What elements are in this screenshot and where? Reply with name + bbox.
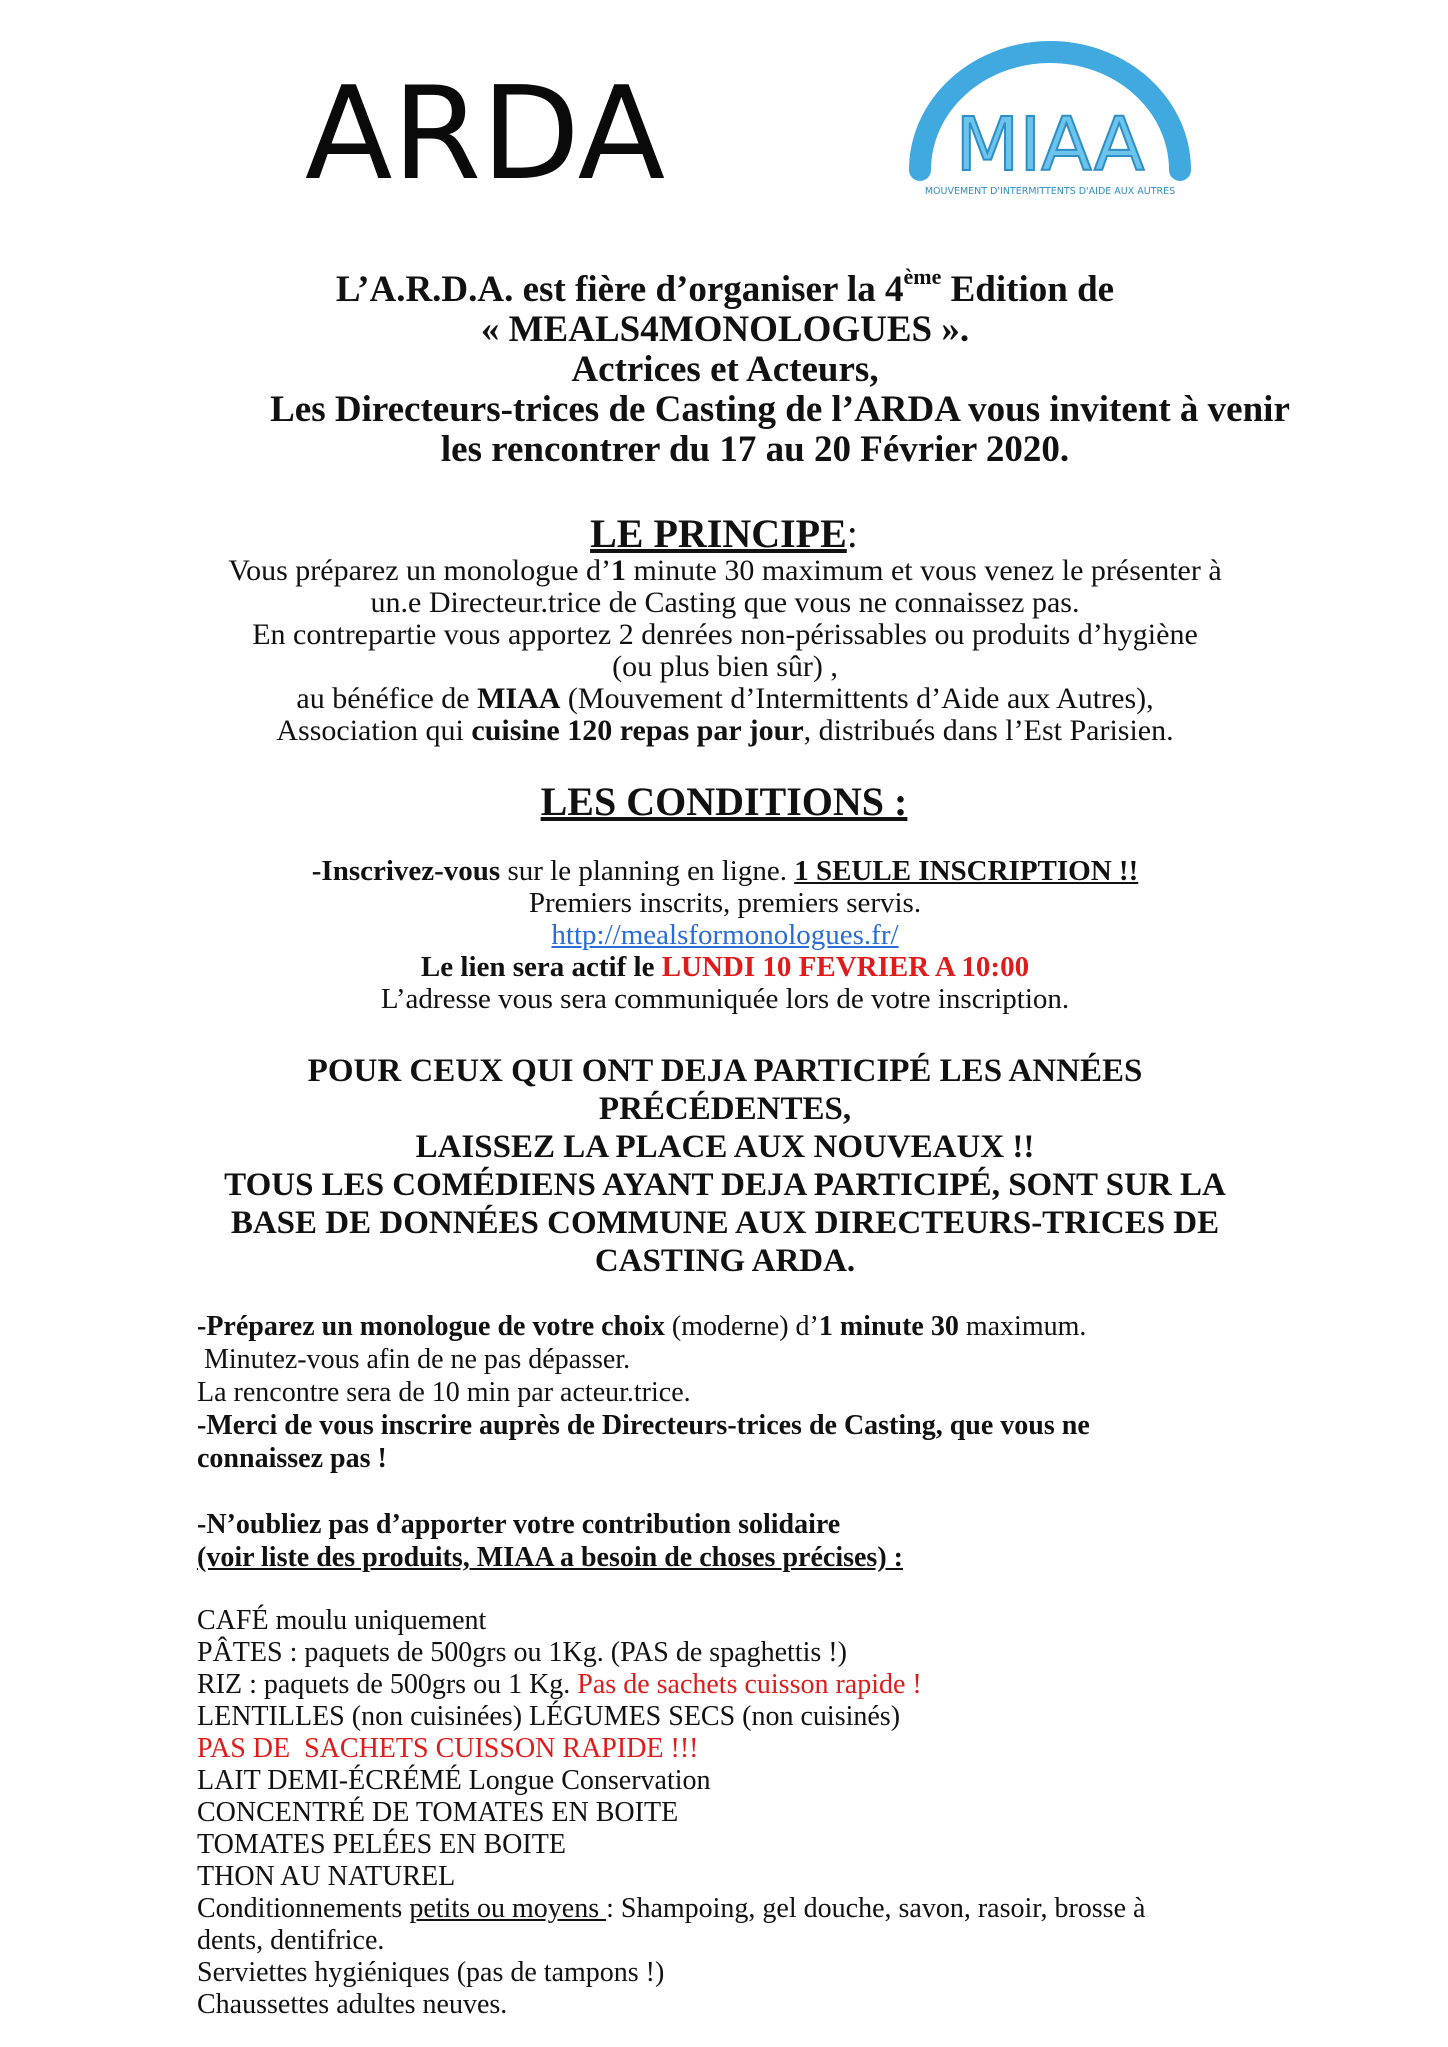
conditions-link-line [130,919,1320,951]
conditions-line: -Inscrivez-vous sur le planning en ligne. 1 SEULE INSCRIPTION !! [311,855,1139,887]
warning-line: CASTING ARDA. [594,1243,856,1279]
principe-line: Association qui cuisine 120 repas par jour, distribués dans l’Est Parisien. [276,714,1174,747]
product-item: LENTILLES (non cuisinées) LÉGUMES SECS (non cuisinés) [197,1701,901,1732]
rule-line: -Préparez un monologue de votre choix (moderne) d’1 minute 30 maximum. [197,1311,1087,1342]
principe-title: LE PRINCIPE: [590,511,858,556]
principe-line: Vous préparez un monologue d’1 minute 30 maximum et vous venez le présenter à [228,554,1222,587]
rule-line: Minutez-vous afin de ne pas dépasser. [197,1344,631,1375]
arda-logo-text: ARDA [304,60,666,209]
products-list [197,1605,1347,2021]
product-item: LAIT DEMI-ÉCRÉMÉ Longue Conservation [197,1765,711,1796]
product-item: dents, dentifrice. [197,1925,385,1956]
intro-line-1: L’A.R.D.A. est fière d’organiser la 4ème Edition de [335,264,1115,310]
planning-link[interactable]: http://mealsformonologues.fr/ [551,919,899,951]
miaa-logo [890,30,1210,220]
conditions-line: Premiers inscrits, premiers servis. [528,887,922,919]
principe-line: (ou plus bien sûr) , [612,650,838,683]
miaa-tagline: MOUVEMENT D'INTERMITTENTS D'AIDE AUX AUTRES [924,186,1176,197]
arda-logo [304,60,666,209]
principe-line: En contrepartie vous apportez 2 denrées non-périssables ou produits d’hygiène [252,618,1198,651]
conditions-title: LES CONDITIONS : [540,779,908,824]
rule-line: (voir liste des produits, MIAA a besoin de choses précises) : [197,1542,903,1573]
rule-line: -N’oubliez pas d’apporter votre contribution solidaire [197,1509,841,1540]
principe-line: un.e Directeur.trice de Casting que vous ne connaissez pas. [370,586,1080,619]
product-item: Chaussettes adultes neuves. [197,1989,508,2020]
intro-line-5: les rencontrer du 17 au 20 Février 2020. [440,429,1070,470]
product-item: RIZ : paquets de 500grs ou 1 Kg. Pas de sachets cuisson rapide ! [197,1669,922,1700]
intro-line-2: « MEALS4MONOLOGUES ». [480,309,970,350]
miaa-logo-text: MIAA [955,102,1145,188]
warning-block [130,1052,1320,1280]
conditions-line: L’adresse vous sera communiquée lors de votre inscription. [380,983,1070,1015]
product-item: THON AU NATUREL [197,1861,456,1892]
warning-line: TOUS LES COMÉDIENS AYANT DEJA PARTICIPÉ, SONT SUR LA [224,1167,1226,1203]
principe-line: au bénéfice de MIAA (Mouvement d’Intermittents d’Aide aux Autres), [296,682,1154,715]
product-item: CONCENTRÉ DE TOMATES EN BOITE [197,1797,679,1828]
intro-block [150,264,1300,470]
product-item: PÂTES : paquets de 500grs ou 1Kg. (PAS de spaghettis !) [197,1637,847,1668]
warning-line: BASE DE DONNÉES COMMUNE AUX DIRECTEURS-TRICES DE [230,1205,1220,1241]
product-item: CAFÉ moulu uniquement [197,1605,487,1636]
warning-line: POUR CEUX QUI ONT DEJA PARTICIPÉ LES ANNÉES [307,1053,1143,1089]
warning-line: PRÉCÉDENTES, [598,1091,852,1127]
product-item: PAS DE SACHETS CUISSON RAPIDE !!! [197,1733,699,1764]
product-item: TOMATES PELÉES EN BOITE [197,1829,566,1860]
product-item: Conditionnements petits ou moyens : Shampoing, gel douche, savon, rasoir, brosse à [197,1893,1146,1924]
rule-line: connaissez pas ! [197,1443,387,1474]
intro-line-3: Actrices et Acteurs, [571,349,879,390]
rule-line: -Merci de vous inscrire auprès de Directeurs-trices de Casting, que vous ne [197,1410,1090,1441]
product-item: Serviettes hygiéniques (pas de tampons !) [197,1957,665,1988]
conditions-body [130,855,1320,1015]
intro-line-4: Les Directeurs-trices de Casting de l’ARDA vous invitent à venir [270,389,1290,430]
warning-line: LAISSEZ LA PLACE AUX NOUVEAUX !! [415,1129,1035,1165]
conditions-line: Le lien sera actif le LUNDI 10 FEVRIER A 10:00 [420,951,1030,983]
spacer [197,1475,1347,1508]
principe-body [130,555,1320,747]
rules-block [197,1310,1347,1574]
rule-line: La rencontre sera de 10 min par acteur.trice. [197,1377,691,1408]
